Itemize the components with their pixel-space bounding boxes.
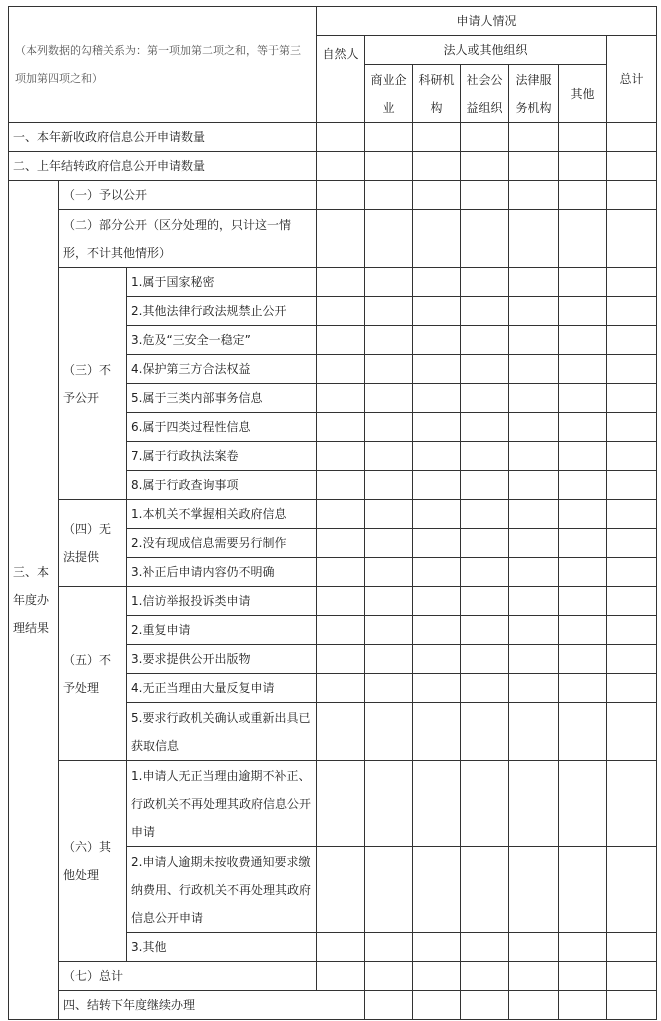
- row-label: 1.本机关不掌握相关政府信息: [127, 500, 317, 529]
- header-legal-person-group: 法人或其他组织: [365, 36, 607, 65]
- table-row: [9, 991, 657, 1020]
- section-3-label: 三、本年度办理结果: [9, 181, 59, 1020]
- header-other: 其他: [559, 65, 607, 123]
- header-applicant-situation: 申请人情况: [317, 7, 657, 36]
- table-row: [9, 123, 657, 152]
- row-label: 1.申请人无正当理由逾期不补正、行政机关不再处理其政府信息公开申请: [127, 761, 317, 847]
- table-row: [9, 152, 657, 181]
- row-label: 6.属于四类过程性信息: [127, 413, 317, 442]
- table-row: [9, 587, 657, 616]
- row-label: 3.其他: [127, 933, 317, 962]
- group-3-label: （三）不予公开: [59, 268, 127, 500]
- gov-info-disclosure-table: [8, 6, 657, 1020]
- row-label: 一、本年新收政府信息公开申请数量: [9, 123, 317, 152]
- header-commercial: 商业企业: [365, 65, 413, 123]
- row-label: 3.要求提供公开出版物: [127, 645, 317, 674]
- row-label: 3.危及“三安全一稳定”: [127, 326, 317, 355]
- header-social-welfare: 社会公益组织: [461, 65, 509, 123]
- row-label: （一）予以公开: [59, 181, 317, 210]
- table-row: [9, 962, 657, 991]
- header-natural-person: 自然人: [317, 36, 365, 123]
- table-row: [9, 210, 657, 268]
- row-label: （二）部分公开（区分处理的，只计这一情形，不计其他情形）: [59, 210, 317, 268]
- row-label: 8.属于行政查询事项: [127, 471, 317, 500]
- row-label: 7.属于行政执法案卷: [127, 442, 317, 471]
- row-label: 2.其他法律行政法规禁止公开: [127, 297, 317, 326]
- row-label: 3.补正后申请内容仍不明确: [127, 558, 317, 587]
- table-row: [9, 268, 657, 297]
- row-label: 2.没有现成信息需要另行制作: [127, 529, 317, 558]
- row-label: 4.保护第三方合法权益: [127, 355, 317, 384]
- row-label: 2.重复申请: [127, 616, 317, 645]
- row-label: 4.无正当理由大量反复申请: [127, 674, 317, 703]
- row-label: 二、上年结转政府信息公开申请数量: [9, 152, 317, 181]
- header-research: 科研机构: [413, 65, 461, 123]
- header-total: 总计: [607, 36, 657, 123]
- row-label: 1.属于国家秘密: [127, 268, 317, 297]
- row-label: 1.信访举报投诉类申请: [127, 587, 317, 616]
- row-label: 5.要求行政机关确认或重新出具已获取信息: [127, 703, 317, 761]
- header-note: （本列数据的勾稽关系为：第一项加第二项之和，等于第三项加第四项之和）: [9, 7, 317, 123]
- table-row: [9, 500, 657, 529]
- group-5-label: （五）不予处理: [59, 587, 127, 761]
- row-label: 四、结转下年度继续办理: [59, 991, 365, 1020]
- group-6-label: （六）其他处理: [59, 761, 127, 962]
- table-row: [9, 761, 657, 847]
- row-label: 5.属于三类内部事务信息: [127, 384, 317, 413]
- table-row: [9, 181, 657, 210]
- group-4-label: （四）无法提供: [59, 500, 127, 587]
- header-legal-service: 法律服务机构: [509, 65, 559, 123]
- row-label: 2.申请人逾期未按收费通知要求缴纳费用、行政机关不再处理其政府信息公开申请: [127, 847, 317, 933]
- row-label: （七）总计: [59, 962, 317, 991]
